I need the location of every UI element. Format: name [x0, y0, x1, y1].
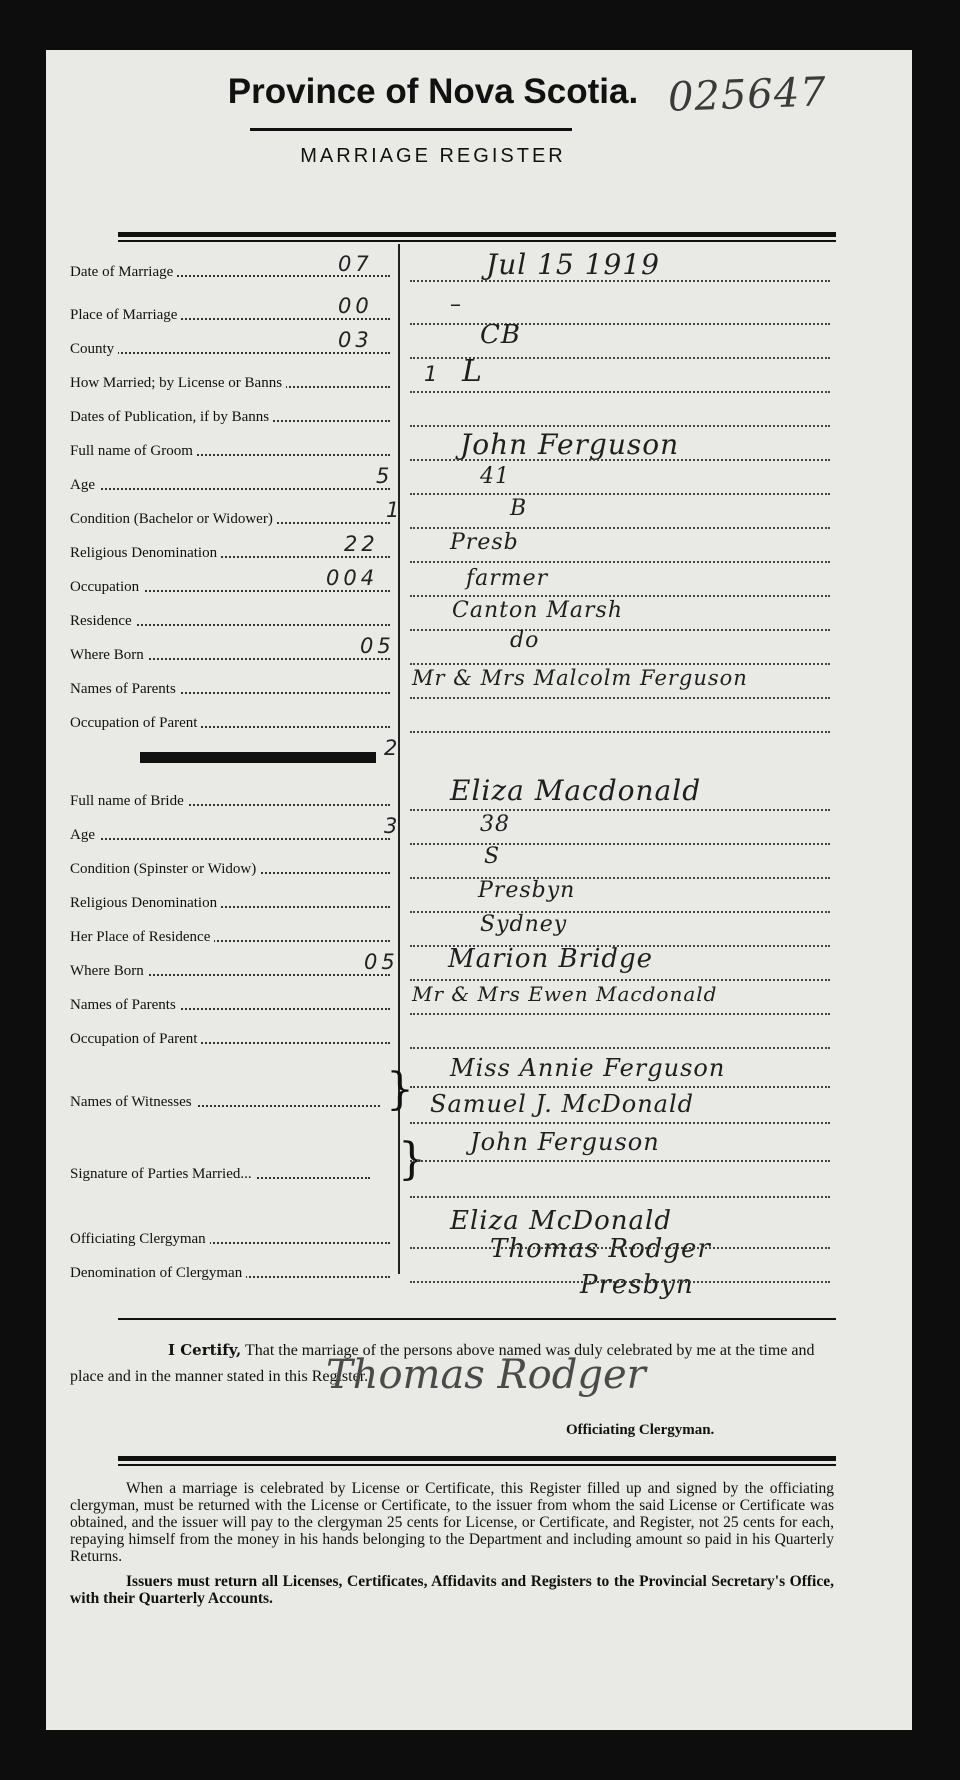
witnesses-brace: }: [386, 1064, 414, 1115]
serial-number: 025647: [667, 69, 828, 121]
section-separator: [140, 752, 376, 763]
officiating-label: Officiating Clergyman: [70, 1231, 390, 1248]
field-label: Date of Marriage: [70, 264, 390, 281]
field-label: Dates of Publication, if by Banns: [70, 409, 390, 426]
field-label: Age: [70, 477, 390, 494]
field-value: Mr & Mrs Ewen Macdonald: [412, 982, 718, 1006]
instructions-paragraph: When a marriage is celebrated by License or Certificate, this Register filled up and signed by the officiating clergyman, must be returned with the License or Certificate, to the issuer from whom the said License or Certificate was obtained, and the issuer will pay to the clergyman 25 cents for License, or Certificate, and Register, not 25 cents for each, repaying himself from the money in his hands belonging to the Department and including amount so paid in his Quarterly Returns.: [70, 1480, 834, 1565]
field-value: L: [462, 354, 483, 389]
page-title: Province of Nova Scotia.: [227, 72, 639, 111]
officiating-value: Thomas Rodger: [490, 1234, 711, 1264]
title-underline: [250, 128, 572, 131]
field-value: 38: [480, 812, 510, 837]
field-value: –: [450, 292, 462, 317]
field-value: 41: [480, 464, 510, 489]
field-label: Full name of Bride: [70, 793, 390, 810]
field-label: Where Born: [70, 647, 390, 664]
top-double-rule: [118, 232, 836, 237]
field-value: Eliza Macdonald: [450, 774, 702, 807]
witness-1: Miss Annie Ferguson: [450, 1054, 726, 1082]
field-label: Names of Parents: [70, 681, 390, 698]
field-label: Her Place of Residence: [70, 929, 390, 946]
fill-line: [410, 425, 830, 427]
field-label: Where Born: [70, 963, 390, 980]
fill-line: [410, 731, 830, 733]
fill-line: [410, 323, 830, 325]
fill-line: [410, 1047, 830, 1049]
field-code: 5: [376, 464, 394, 488]
field-value: Mr & Mrs Malcolm Ferguson: [412, 666, 748, 690]
fill-line: [410, 877, 830, 879]
field-label: Occupation of Parent: [70, 715, 390, 732]
certificate-rule: [118, 1318, 836, 1320]
witnesses-label: Names of Witnesses: [70, 1094, 380, 1111]
field-label: Condition (Bachelor or Widower): [70, 511, 390, 528]
fill-line: [410, 527, 830, 529]
field-label: Occupation of Parent: [70, 1031, 390, 1048]
officiating-signature-label: Officiating Clergyman.: [566, 1422, 715, 1438]
fill-line: [410, 595, 830, 597]
certify-text: That the marriage of the persons above named was duly celebrated by me at the time and place and in the manner stated in this Register.: [70, 1342, 815, 1385]
field-label: Place of Marriage: [70, 307, 390, 324]
field-value: Presb: [450, 530, 519, 555]
field-label: Condition (Spinster or Widow): [70, 861, 390, 878]
field-label: County: [70, 341, 390, 358]
clergy-signature: Thomas Rodger: [326, 1352, 646, 1398]
page-subtitle: MARRIAGE REGISTER: [300, 145, 566, 167]
field-value: CB: [480, 320, 521, 350]
fill-line: [410, 1086, 830, 1088]
fill-line: [410, 561, 830, 563]
field-code: 03: [338, 328, 373, 352]
field-code: 05: [364, 950, 399, 974]
field-code: 22: [344, 532, 379, 556]
field-value: S: [484, 844, 501, 869]
field-label: Full name of Groom: [70, 443, 390, 460]
instructions-bold: Issuers must return all Licenses, Certificates, Affidavits and Registers to the Provincial Secretary's Office, with their Quarterly Accounts.: [70, 1573, 834, 1607]
fill-line: [410, 663, 830, 665]
field-code: 1: [386, 498, 404, 522]
fill-line: [410, 1196, 830, 1198]
field-label: Age: [70, 827, 390, 844]
certify-heading: I Certify,: [168, 1341, 242, 1359]
fill-line: [410, 1160, 830, 1162]
field-code: 1: [424, 362, 442, 386]
instructions: [70, 1480, 834, 1607]
separator-code: 2: [384, 736, 402, 760]
field-label: Religious Denomination: [70, 545, 390, 562]
field-value: John Ferguson: [460, 428, 680, 461]
field-value: Marion Bridge: [448, 944, 654, 974]
field-code: 004: [326, 566, 379, 590]
field-code: 3: [384, 814, 402, 838]
field-label: Residence: [70, 613, 390, 630]
field-value: Presbyn: [478, 878, 576, 903]
fill-line: [410, 697, 830, 699]
denomination-value: Presbyn: [580, 1270, 694, 1300]
fill-line: [410, 280, 830, 282]
field-value: Sydney: [480, 912, 568, 937]
fill-line: [410, 979, 830, 981]
field-label: How Married; by License or Banns: [70, 375, 390, 392]
field-value: Jul 15 1919: [486, 248, 660, 281]
fill-line: [410, 843, 830, 845]
field-value: do: [510, 628, 540, 653]
field-code: 05: [360, 634, 395, 658]
fill-line: [410, 629, 830, 631]
field-code: 00: [338, 294, 373, 318]
field-value: Canton Marsh: [452, 598, 623, 623]
fill-line: [410, 391, 830, 393]
fill-line: [410, 1247, 830, 1249]
field-value: B: [510, 496, 528, 521]
witness-2: Samuel J. McDonald: [430, 1090, 694, 1118]
parties-label: Signature of Parties Married...: [70, 1166, 370, 1183]
bottom-double-rule: [118, 1456, 836, 1461]
field-label: Occupation: [70, 579, 390, 596]
field-label: Religious Denomination: [70, 895, 390, 912]
parties-brace: }: [398, 1134, 426, 1185]
denomination-label: Denomination of Clergyman: [70, 1265, 390, 1282]
fill-line: [410, 1281, 830, 1283]
fill-line: [410, 809, 830, 811]
party-1: John Ferguson: [470, 1128, 660, 1156]
fill-line: [410, 459, 830, 461]
field-code: 07: [338, 252, 373, 276]
field-label: Names of Parents: [70, 997, 390, 1014]
fill-line: [410, 911, 830, 913]
party-2: Eliza McDonald: [450, 1206, 672, 1236]
fill-line: [410, 493, 830, 495]
field-value: farmer: [466, 566, 549, 591]
fill-line: [410, 1122, 830, 1124]
fill-line: [410, 1013, 830, 1015]
